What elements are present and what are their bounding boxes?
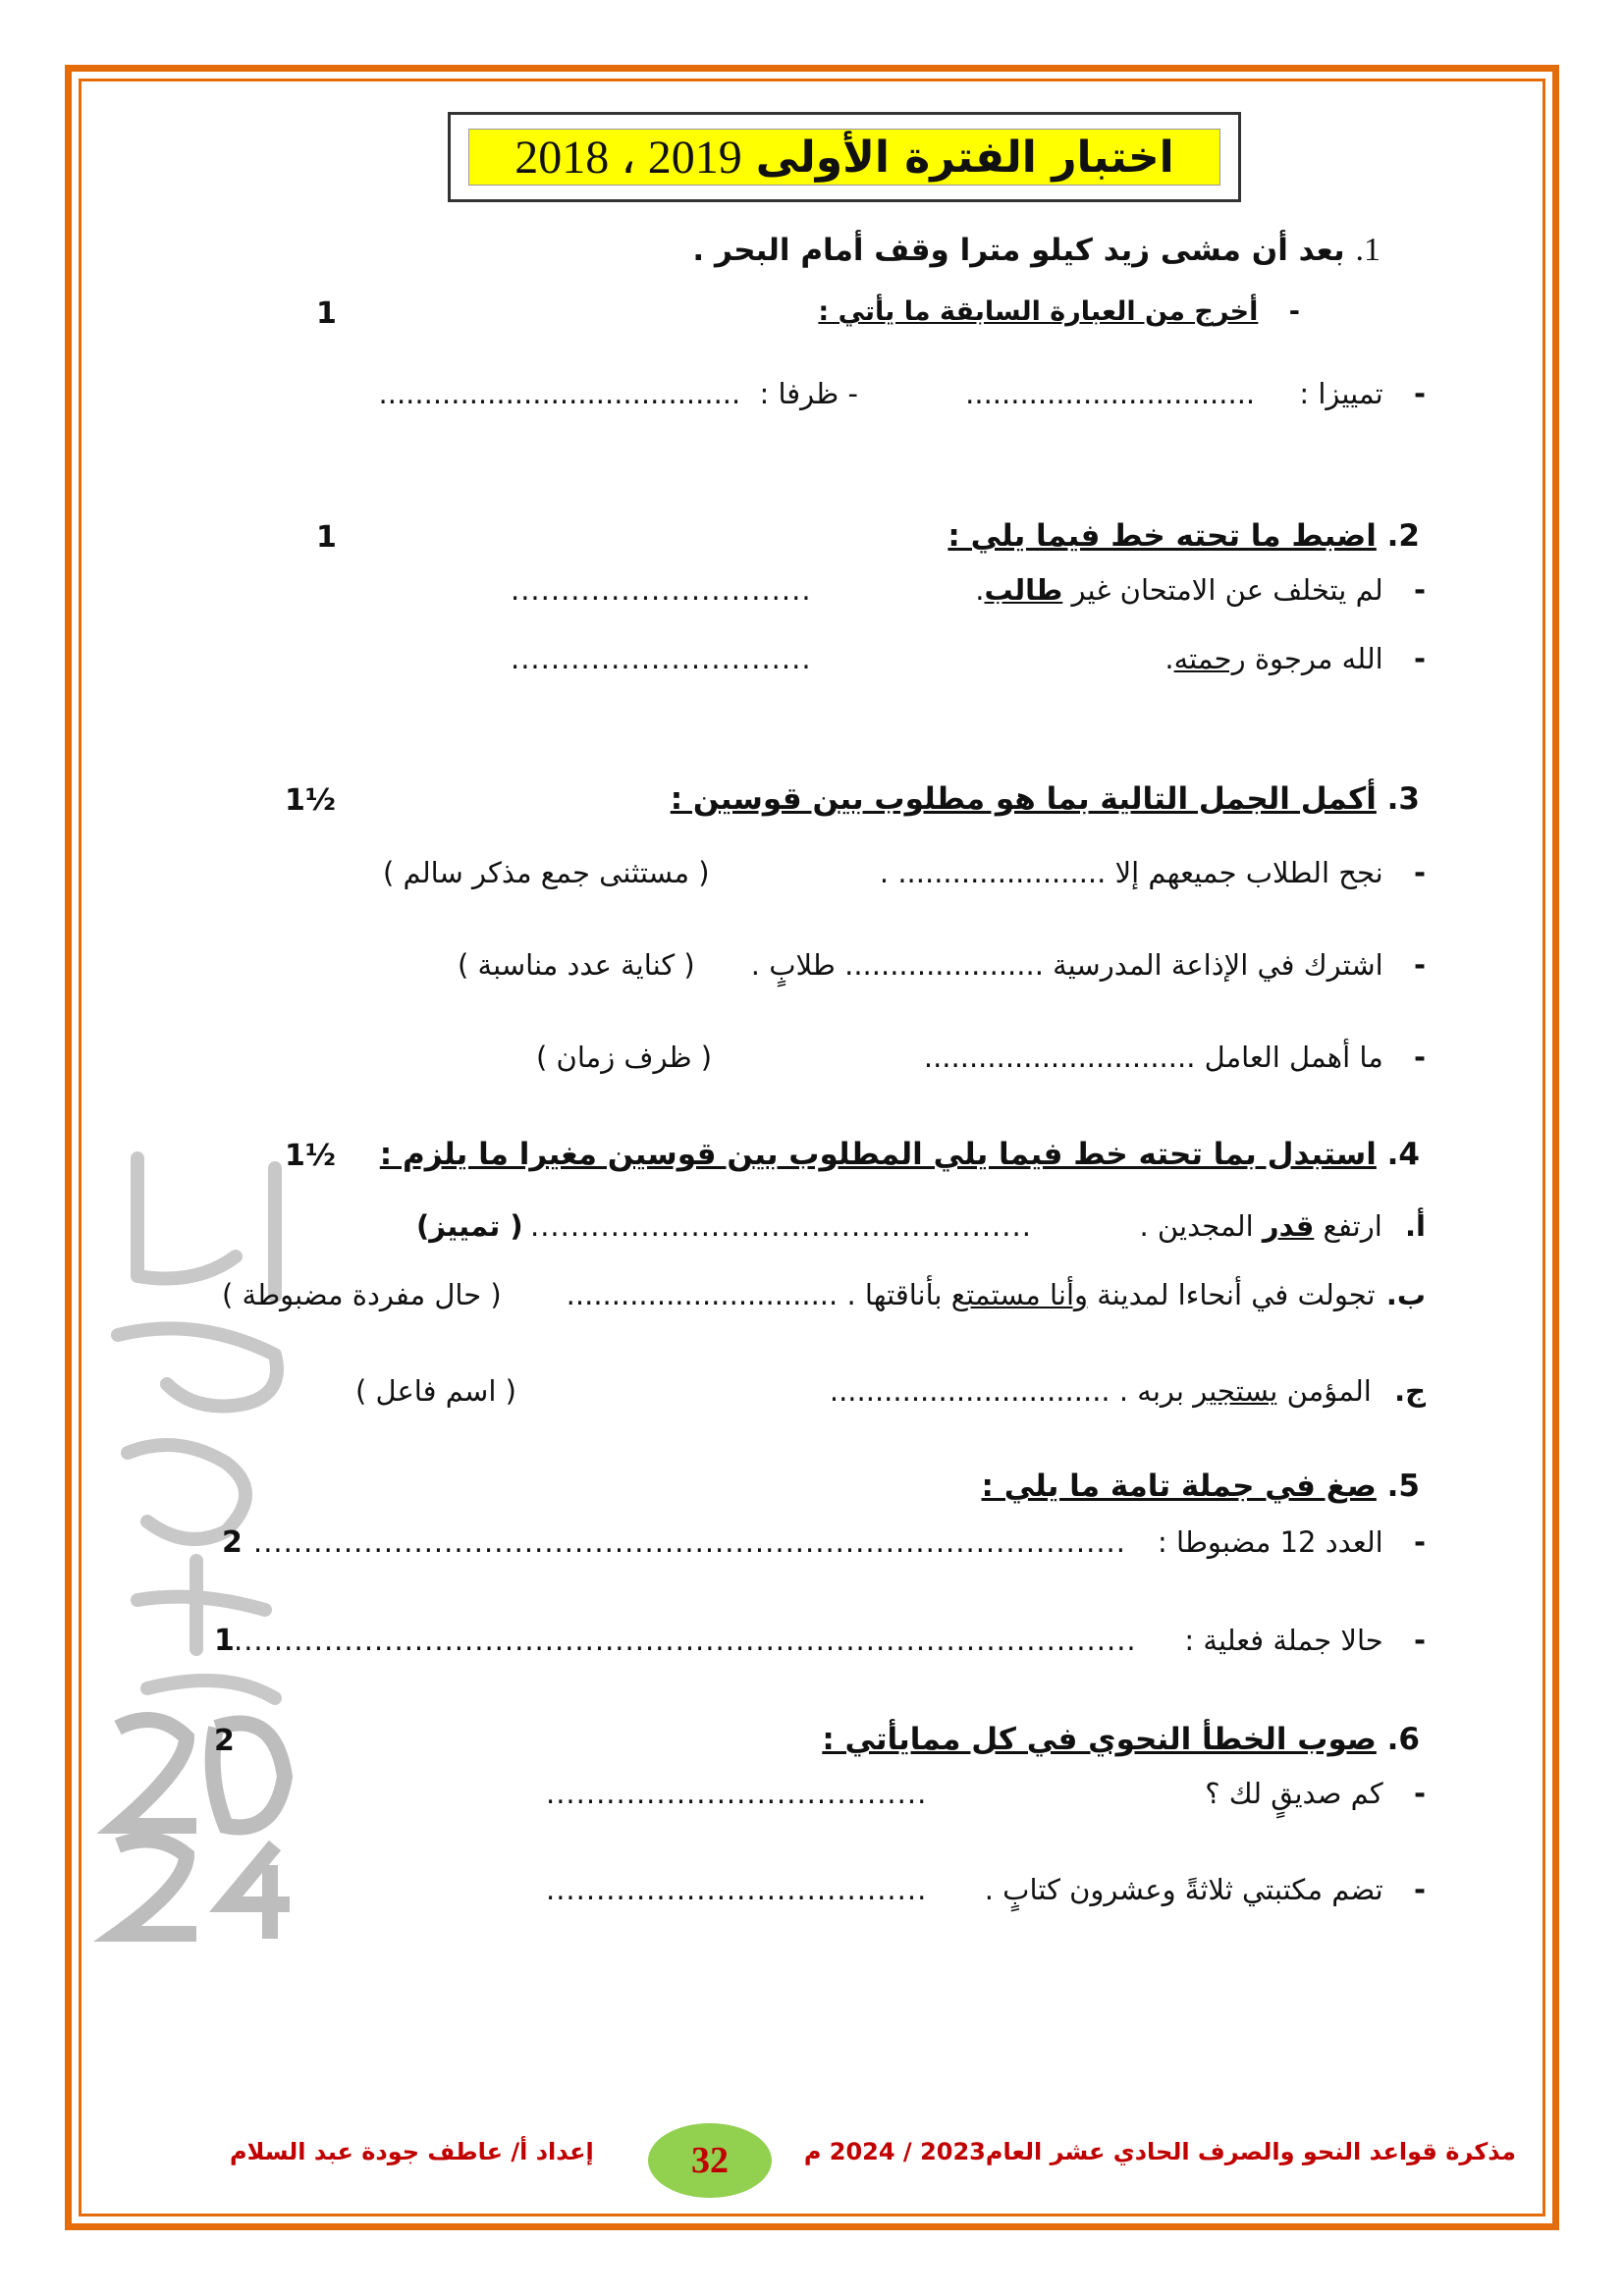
q1-label-tamyiz: تمييزا : xyxy=(1299,377,1383,410)
q4-item-c-prefix: المؤمن xyxy=(1277,1374,1372,1408)
q4-item-a-word: قدر xyxy=(1262,1209,1315,1243)
q4-mark: 1½ xyxy=(285,1139,336,1173)
q2-item-2-prefix: الله مرجوة xyxy=(1245,642,1383,675)
q5-item-2-dots: .......................................................................................... xyxy=(234,1624,1137,1657)
q4-item-b-label: ب. xyxy=(1385,1278,1426,1311)
q5-item-2-dash: - xyxy=(1413,1624,1426,1657)
q2-number: 2. xyxy=(1386,518,1420,554)
q5-item-1-mark: 2 xyxy=(222,1525,243,1560)
q6-item-2 xyxy=(985,1873,1426,1906)
q3-text: أكمل الجمل التالية بما هو مطلوب بين قوسين : xyxy=(670,781,1377,817)
q4-item-b xyxy=(567,1278,1426,1311)
q1-sub-text: أخرج من العبارة السابقة ما يأتي : xyxy=(818,296,1259,327)
q4-number: 4. xyxy=(1386,1137,1420,1172)
q1-text: بعد أن مشى زيد كيلو مترا وقف أمام البحر . xyxy=(692,233,1345,268)
q4-item-a-prefix: ارتفع xyxy=(1314,1209,1382,1243)
q3-item-3-text: ما أهمل العامل .............................. xyxy=(923,1041,1383,1074)
q4-item-c-label: ج. xyxy=(1394,1374,1426,1408)
q4-item-b-hint: ( حال مفردة مضبوطة ) xyxy=(222,1278,502,1311)
q4-item-a-label: أ. xyxy=(1405,1209,1426,1243)
q1-dots-zarf: ........................................ xyxy=(378,377,741,410)
q5-item-1-dash: - xyxy=(1413,1525,1426,1559)
q1-sub xyxy=(818,296,1300,327)
title-years: 2019 ، 2018 xyxy=(514,132,742,184)
q6-item-2-text: تضم مكتبتي ثلاثةً وعشرون كتابٍ . xyxy=(984,1873,1383,1906)
q1-label-zarf: - ظرفا : xyxy=(759,377,858,410)
q5-item-1-dots: ....................................................................................... xyxy=(253,1525,1126,1559)
q2-item-2 xyxy=(1164,642,1426,675)
q5-item-2-mark: 1 xyxy=(214,1624,235,1658)
q4-item-a-hint: ( تمييز) xyxy=(416,1209,523,1243)
footer-author: إعداد أ/ عاطف جودة عبد السلام xyxy=(230,2138,594,2165)
q5-item-1-label: العدد 12 مضبوطا : xyxy=(1158,1525,1383,1559)
q5-number: 5. xyxy=(1386,1468,1420,1504)
q3-item-3-hint: ( ظرف زمان ) xyxy=(536,1041,713,1074)
title-text: اختبار الفترة الأولى xyxy=(755,132,1174,183)
q3-item-1-hint: ( مستثنى جمع مذكر سالم ) xyxy=(383,856,710,889)
q2-item-1-word: طالب xyxy=(984,573,1063,607)
q4-item-c-word: يستجير xyxy=(1193,1374,1278,1408)
q3-heading xyxy=(671,781,1420,817)
q6-heading xyxy=(822,1722,1420,1757)
q6-mark: 2 xyxy=(214,1724,235,1758)
q2-item-1-suffix: . xyxy=(975,573,985,607)
q2-item-2-word: رحمته xyxy=(1173,642,1246,675)
q2-item-1-dots: .............................. xyxy=(511,573,812,607)
q6-number: 6. xyxy=(1386,1722,1420,1757)
q6-item-1-dash: - xyxy=(1413,1777,1426,1810)
q3-number: 3. xyxy=(1386,781,1420,817)
q1-sub-dash: - xyxy=(1288,296,1300,327)
q1-line-dash: - xyxy=(1413,377,1426,410)
q5-item-2-label: حالا جملة فعلية : xyxy=(1184,1624,1383,1657)
footer-title: مذكرة قواعد النحو والصرف الحادي عشر العام2023 / 2024 م xyxy=(803,2138,1516,2165)
q1-mark: 1 xyxy=(316,296,337,331)
q2-item-1-prefix: لم يتخلف عن الامتحان غير xyxy=(1062,573,1383,607)
q2-heading xyxy=(947,518,1420,554)
q4-item-c xyxy=(830,1374,1426,1408)
q1-number: 1. xyxy=(1355,232,1380,268)
q3-item-2-hint: ( كناية عدد مناسبة ) xyxy=(458,948,695,982)
q3-mark: 1½ xyxy=(285,783,336,818)
q4-item-a-suffix: المجدين . xyxy=(1139,1209,1263,1243)
q4-heading xyxy=(380,1137,1420,1172)
q3-item-1-dash: - xyxy=(1413,856,1426,889)
q3-item-3-dash: - xyxy=(1413,1041,1426,1074)
q1-line xyxy=(379,377,1426,410)
q3-item-2 xyxy=(751,948,1426,982)
q6-text: صوب الخطأ النحوي في كل ممايأتي : xyxy=(822,1722,1377,1757)
q1-heading xyxy=(692,232,1380,269)
q6-item-2-dots: ...................................... xyxy=(546,1873,928,1906)
q2-item-1-dash: - xyxy=(1413,573,1426,607)
q4-item-c-hint: ( اسم فاعل ) xyxy=(355,1374,516,1408)
q4-item-b-word: وأنا مستمتع xyxy=(950,1278,1089,1311)
q3-item-2-text: اشترك في الإذاعة المدرسية ...................... طلابٍ . xyxy=(750,948,1383,982)
page-number: 32 xyxy=(648,2123,772,2198)
q4-item-b-prefix: تجولت في أنحاءا لمدينة xyxy=(1088,1278,1376,1311)
q5-item-1 xyxy=(1158,1525,1426,1559)
q3-item-3 xyxy=(924,1041,1426,1074)
q2-item-2-dash: - xyxy=(1413,642,1426,675)
q5-heading xyxy=(982,1468,1420,1504)
q3-item-1 xyxy=(880,856,1426,889)
q4-item-b-suffix: بأناقتها . .............................. xyxy=(566,1278,951,1311)
q4-item-c-suffix: بربه . ............................... xyxy=(829,1374,1194,1408)
q2-mark: 1 xyxy=(316,520,337,555)
q4-item-a xyxy=(1140,1209,1427,1243)
q4-item-a-dots: .................................................. xyxy=(530,1209,1032,1243)
q4-text: استبدل بما تحته خط فيما يلي المطلوب بين قوسين مغيرا ما يلزم : xyxy=(379,1137,1377,1172)
q6-item-1 xyxy=(1205,1777,1426,1810)
title-box xyxy=(448,112,1241,202)
q2-item-2-dots: .............................. xyxy=(511,642,812,675)
q2-item-1 xyxy=(975,573,1426,607)
q3-item-1-text: نجح الطلاب جميعهم إلا ....................... . xyxy=(879,856,1383,889)
q6-item-2-dash: - xyxy=(1413,1873,1426,1906)
q2-item-2-suffix: . xyxy=(1164,642,1174,675)
q5-item-2 xyxy=(1184,1624,1426,1657)
q5-text: صغ في جملة تامة ما يلي : xyxy=(981,1468,1377,1504)
q6-item-1-text: كم صديقٍ لك ؟ xyxy=(1205,1777,1383,1810)
q1-dots-tamyiz: ................................ xyxy=(965,377,1256,410)
title-highlight xyxy=(468,129,1220,186)
q3-item-2-dash: - xyxy=(1413,948,1426,982)
q2-text: اضبط ما تحته خط فيما يلي : xyxy=(947,518,1377,554)
q6-item-1-dots: ...................................... xyxy=(546,1777,928,1810)
